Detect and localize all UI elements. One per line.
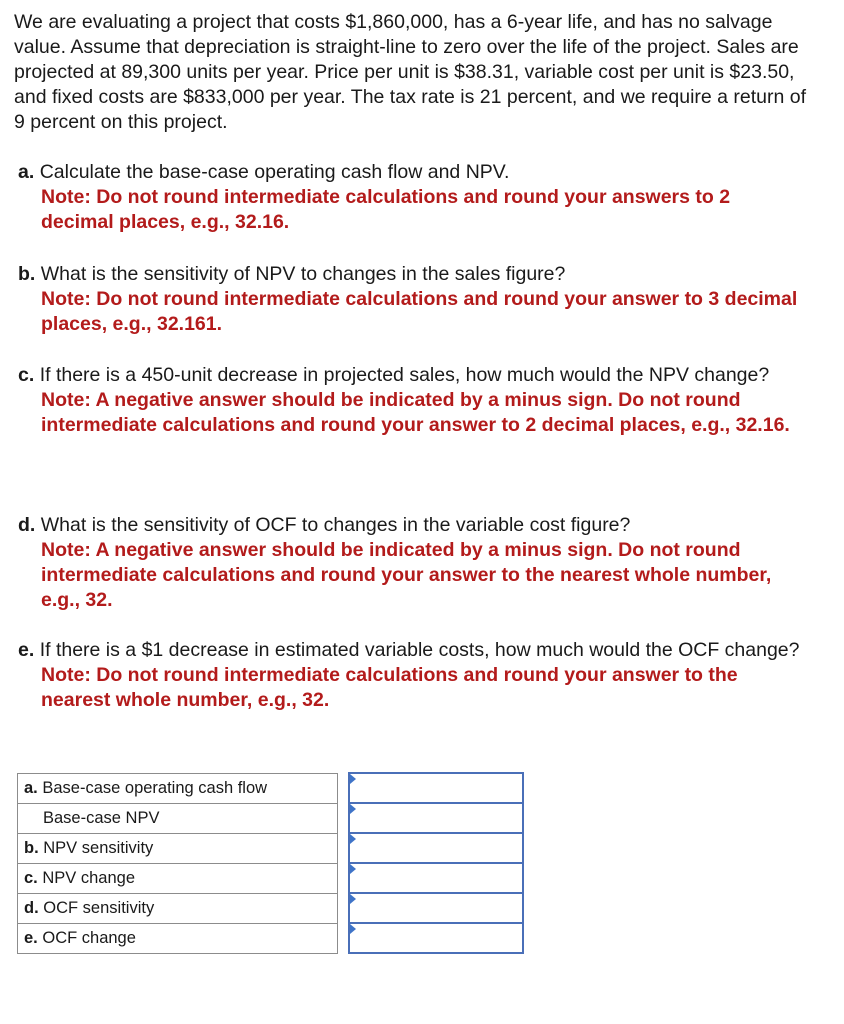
cell-marker-icon — [350, 894, 356, 904]
question-text: If there is a $1 decrease in estimated variable costs, how much would the OCF change? — [39, 639, 800, 661]
question-text: Calculate the base-case operating cash flow and NPV. — [39, 161, 510, 183]
question-e — [18, 638, 808, 713]
question-b — [18, 262, 808, 337]
question-letter: d. — [18, 514, 36, 536]
question-note: Note: A negative answer should be indicated by a minus sign. Do not round intermediate calculations and round your answer to the nearest whole number, e.g., 32. — [41, 539, 772, 611]
row-label: d. OCF sensitivity — [18, 893, 338, 923]
table-row — [18, 863, 524, 893]
answer-input-cell[interactable] — [349, 893, 523, 923]
cell-marker-icon — [350, 774, 356, 784]
answer-input-cell[interactable] — [349, 923, 523, 953]
question-a — [18, 160, 808, 235]
answer-input-cell[interactable] — [349, 803, 523, 833]
answer-input-cell[interactable] — [349, 833, 523, 863]
ocf-change-input[interactable] — [350, 924, 522, 952]
cell-marker-icon — [350, 834, 356, 844]
row-label: e. OCF change — [18, 923, 338, 953]
row-label: c. NPV change — [18, 863, 338, 893]
table-row — [18, 923, 524, 953]
question-c — [18, 363, 808, 438]
cell-marker-icon — [350, 804, 356, 814]
question-note: Note: Do not round intermediate calculations and round your answers to 2 decimal places, e.g., 32.16. — [41, 186, 731, 233]
cell-marker-icon — [350, 864, 356, 874]
question-text: What is the sensitivity of NPV to changes in the sales figure? — [40, 263, 566, 285]
question-note: Note: Do not round intermediate calculations and round your answer to the nearest whole number, e.g., 32. — [41, 664, 738, 711]
npv-change-input[interactable] — [350, 864, 522, 892]
question-letter: b. — [18, 263, 36, 285]
cell-marker-icon — [350, 924, 356, 934]
question-text: What is the sensitivity of OCF to changes in the variable cost figure? — [40, 514, 631, 536]
ocf-sensitivity-input[interactable] — [350, 894, 522, 922]
answer-input-cell[interactable] — [349, 773, 523, 803]
row-label: a. Base-case operating cash flow — [18, 773, 338, 803]
question-note: Note: A negative answer should be indicated by a minus sign. Do not round intermediate calculations and round your answer to 2 decimal places, e.g., 32.16. — [41, 389, 790, 436]
answer-input-cell[interactable] — [349, 863, 523, 893]
question-letter: a. — [18, 161, 35, 183]
row-label: b. NPV sensitivity — [18, 833, 338, 863]
npv-answer-input[interactable] — [350, 804, 522, 832]
question-d — [18, 513, 808, 613]
question-note: Note: Do not round intermediate calculations and round your answer to 3 decimal places, e.g., 32.161. — [41, 288, 798, 335]
table-row — [18, 803, 524, 833]
question-text: If there is a 450-unit decrease in projected sales, how much would the NPV change? — [39, 364, 770, 386]
question-letter: c. — [18, 364, 35, 386]
problem-statement: We are evaluating a project that costs $1,860,000, has a 6-year life, and has no salvage value. Assume that depreciation is straight-line to zero over the life of the project. Sales are projected at 89,300 units per year. Price per unit is $38.31, variable cost per unit is $23.50, and fixed costs are $833,000 per year. The tax rate is 21 percent, and we require a return of 9 percent on this project. — [14, 11, 807, 133]
ocf-answer-input[interactable] — [350, 774, 522, 802]
table-row — [18, 773, 524, 803]
table-row — [18, 893, 524, 923]
npv-sensitivity-input[interactable] — [350, 834, 522, 862]
table-row — [18, 833, 524, 863]
answer-table — [17, 772, 524, 954]
question-letter: e. — [18, 639, 35, 661]
row-label: Base-case NPV — [18, 803, 338, 833]
